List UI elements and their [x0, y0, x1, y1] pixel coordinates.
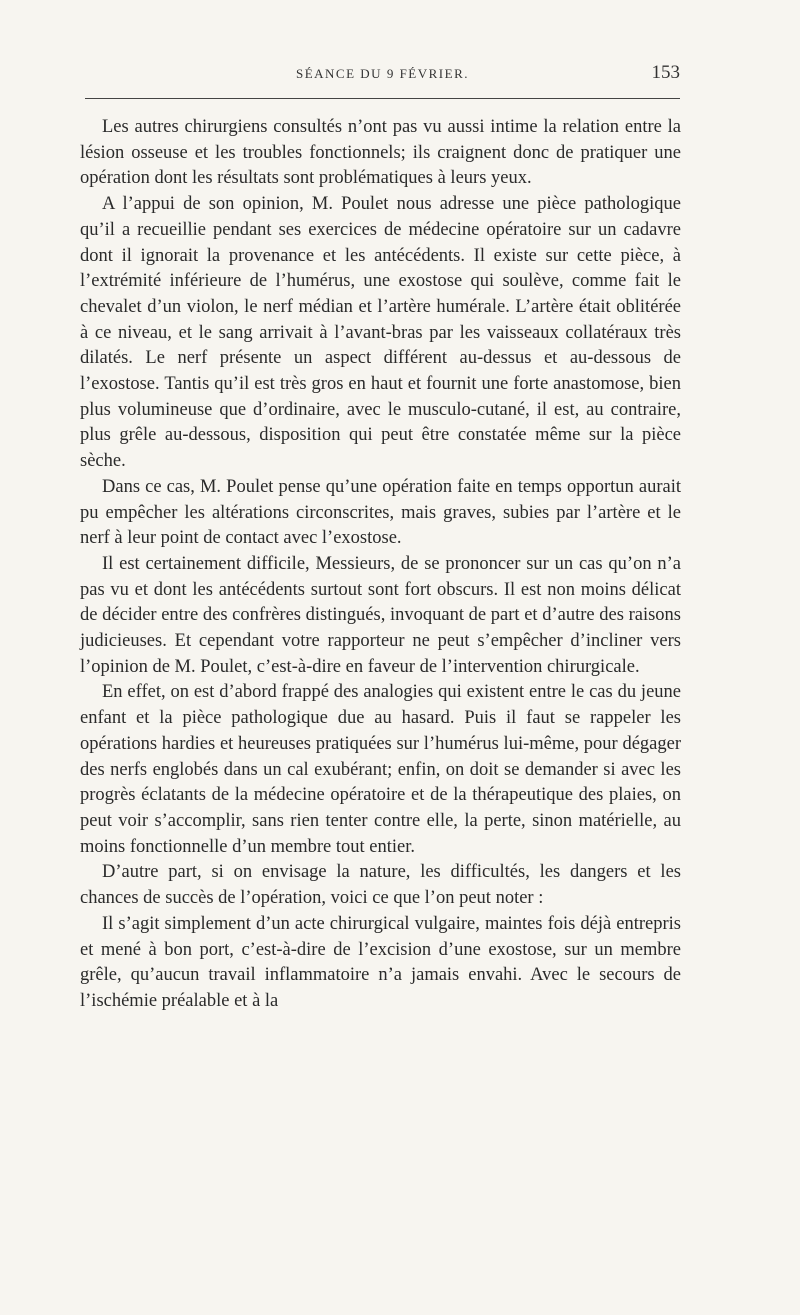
paragraph-7: Il s’agit simplement d’un acte chirurgical vulgaire, maintes fois déjà entrepris et mené à bon port, c’est-à-dire de l’excision d’une exostose, sur un membre grêle, qu’aucun travail inflammatoire n’a jamais envahi. Avec le secours de l’ischémie préalable et à la — [80, 913, 681, 1011]
page-number: 153 — [651, 62, 680, 83]
page-header — [85, 60, 680, 92]
paragraph-1: Les autres chirurgiens consultés n’ont pas vu aussi intime la relation entre la lésion osseuse et les troubles fonctionnels; ils craignent donc de pratiquer une opération dont les résultats sont problématiques à leurs yeux. — [80, 117, 681, 189]
running-head: SÉANCE DU 9 FÉVRIER. — [295, 66, 469, 81]
paragraph-2: A l’appui de son opinion, M. Poulet nous adresse une pièce pathologique qu’il a recueillie pendant ses exercices de médecine opératoire sur un cadavre dont il ignorait la provenance et les antécédents. Il existe sur cette pièce, à l’extrémité inférieure de l’humérus, une exostose qui soulève, comme fait le chevalet d’un violon, le nerf médian et l’artère humérale. L’artère était oblitérée à ce niveau, et le sang arrivait à l’avant-bras par les vaisseaux collatéraux très dilatés. Le nerf présente un aspect différent au-dessus et au-dessous de l’exostose. Tantis qu’il est très gros en haut et fournit une forte anastomose, bien plus volumineuse que d’ordinaire, avec le musculo-cutané, il est, au contraire, plus grêle au-dessous, disposition qui peut être constatée même sur la pièce sèche. — [80, 194, 681, 472]
paragraph-6: D’autre part, si on envisage la nature, les difficultés, les dangers et les chances de succès de l’opération, voici ce que l’on peut noter : — [80, 862, 681, 909]
header-rule — [85, 98, 680, 99]
body-text — [80, 115, 681, 1015]
paragraph-5: En effet, on est d’abord frappé des analogies qui existent entre le cas du jeune enfant et la pièce pathologique due au hasard. Puis il faut se rappeler les opérations hardies et heureuses pratiquées sur l’humérus lui-même, pour dégager des nerfs englobés dans un cal exubérant; enfin, on doit se demander si avec les progrès éclatants de la médecine opératoire et de la thérapeutique des plaies, on peut voir s’accomplir, sans rien tenter contre elle, la perte, sinon matérielle, au moins fonctionnelle d’un membre tout entier. — [80, 682, 681, 857]
paragraph-3: Dans ce cas, M. Poulet pense qu’une opération faite en temps opportun aurait pu empêcher les altérations circonscrites, mais graves, subies par l’artère et le nerf à leur point de contact avec l’exostose. — [80, 476, 681, 549]
paragraph-4: Il est certainement difficile, Messieurs, de se prononcer sur un cas qu’on n’a pas vu et dont les antécédents surtout sont fort obscurs. Il est non moins délicat de décider entre des confrères distingués, invoquant de part et d’autre des raisons judicieuses. Et cependant votre rapporteur ne peut s’empêcher d’incliner vers l’opinion de M. Poulet, c’est-à-dire en faveur de l’intervention chirurgicale. — [80, 553, 681, 677]
